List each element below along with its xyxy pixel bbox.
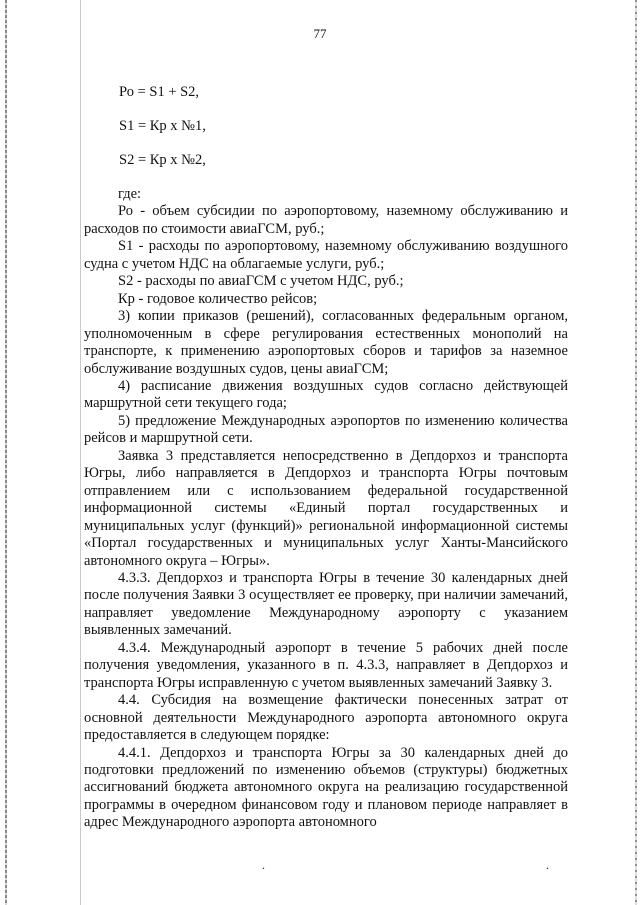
scan-edge-right [635, 0, 637, 905]
paragraph-application-3: Заявка 3 представляется непосредственно в Депдорхоз и транспорта Югры, либо направляется в Депдорхоз и транспорта Югры почтовым отправлением или с использованием федеральной государственной информационной системы «Единый портал государственных и муниципальных услуг (функций)» региональной информационной системы «Портал государственных и муниципальных услуг Ханты-Мансийского автономного округа – Югры». [84, 447, 568, 569]
formula-ro: Ро = S1 + S2, [119, 84, 200, 100]
paragraph-item-5: 5) предложение Международных аэропортов по изменению количества рейсов и маршрутной сети. [84, 412, 568, 447]
paragraph-item-4: 4) расписание движения воздушных судов согласно действующей маршрутной сети текущего года; [84, 377, 568, 412]
scan-margin-line [80, 0, 81, 905]
paragraph-4-3-4: 4.3.4. Международный аэропорт в течение 5 рабочих дней после получения уведомления, указанного в п. 4.3.3, направляет в Депдорхоз и транспорта Югры исправленную с учетом выявленных замечаний Заявку 3. [84, 639, 568, 691]
paragraph-where: где: [118, 186, 142, 202]
paragraph-4-4: 4.4. Субсидия на возмещение фактически понесенных затрат от основной деятельности Международного аэропорта автономного округа предоставляется в следующем порядке: [84, 692, 568, 744]
formula-s1: S1 = Кр х №1, [119, 118, 206, 134]
paragraph-kr-definition: Кр - годовое количество рейсов; [118, 290, 318, 307]
scan-speck: . [262, 858, 265, 872]
page-number: 77 [313, 26, 327, 41]
paragraph-s2-definition: S2 - расходы по авиаГСМ с учетом НДС, руб.; [118, 273, 404, 290]
paragraph-ro-definition: Ро - объем субсидии по аэропортовому, наземному обслуживанию и расходов по стоимости авиаГСМ, руб.; [84, 203, 568, 237]
scan-edge-left [5, 0, 7, 905]
scan-speck: . [546, 858, 549, 872]
paragraph-4-4-1: 4.4.1. Депдорхоз и транспорта Югры за 30 календарных дней до подготовки предложений по изменению объемов (структуры) бюджетных ассигнований бюджета автономного округа на реализацию государственной программы в очередном финансовом году и плановом периоде направляет в адрес Международного аэропорта автономного [84, 744, 568, 831]
formula-s2: S2 = Кр х №2, [119, 152, 206, 168]
paragraph-4-3-3: 4.3.3. Депдорхоз и транспорта Югры в течение 30 календарных дней после получения Заявки 3 осуществляет ее проверку, при наличии замечаний, направляет уведомление Международному аэропорту с указанием выявленных замечаний. [84, 569, 568, 639]
paragraph-item-3: 3) копии приказов (решений), согласованных федеральным органом, уполномоченным в сфере регулирования естественных монополий на транспорте, к применению аэропортовых сборов и тарифов за наземное обслуживание воздушных судов, цены авиаГСМ; [84, 308, 568, 377]
paragraph-s1-definition: S1 - расходы по аэропортовому, наземному обслуживанию воздушного судна с учетом НДС на облагаемые услуги, руб.; [84, 238, 568, 272]
document-body [84, 186, 568, 832]
